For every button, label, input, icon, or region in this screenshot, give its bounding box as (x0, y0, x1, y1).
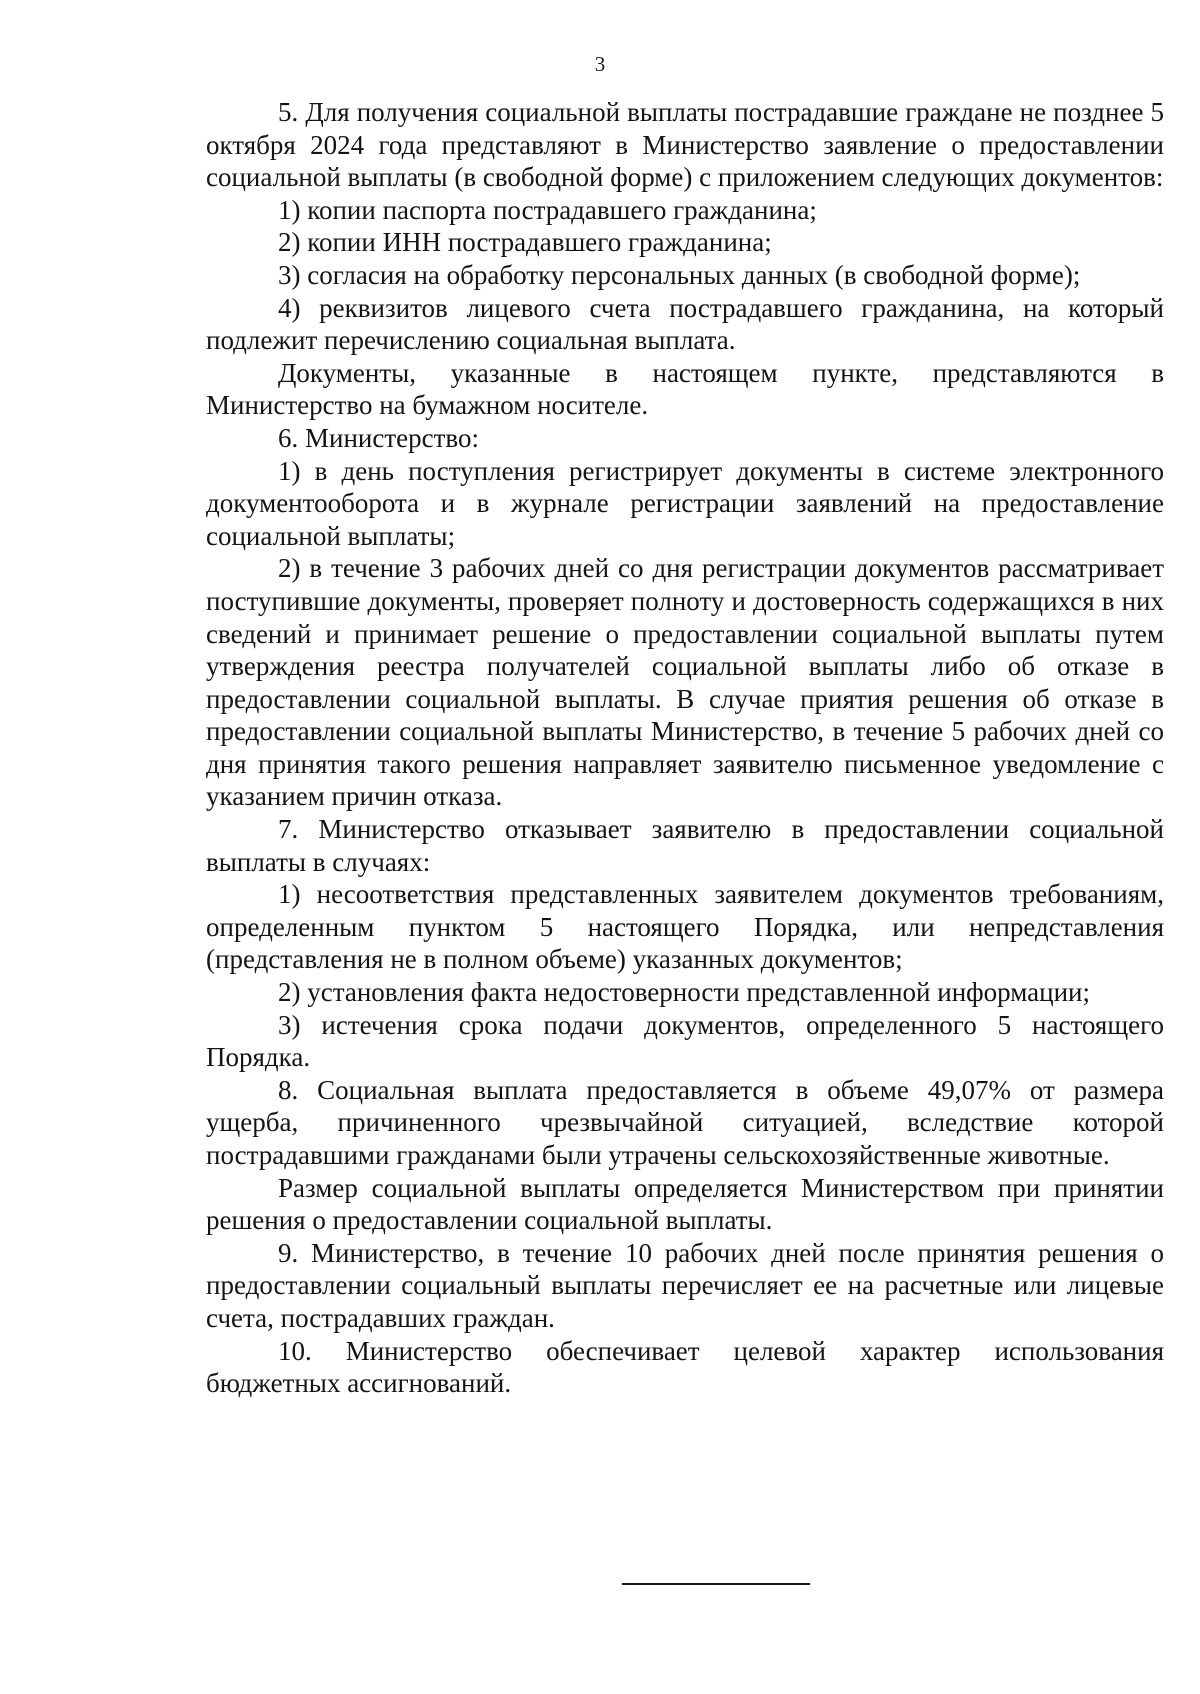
list-item-review: 2) в течение 3 рабочих дней со дня регистрации документов рассматривает поступившие документы, проверяет полноту и достоверность содержащихся в них сведений и принимает решение о предоставлении социальной выплаты путем утверждения реестра получателей социальной выплаты либо об отказе в предоставлении социальной выплаты. В случае приятия решения об отказе в предоставлении социальной выплаты Министерство, в течение 5 рабочих дней со дня принятия такого решения направляет заявителю письменное уведомление с указанием причин отказа. (206, 553, 1164, 812)
list-item-consent: 3) согласия на обработку персональных данных (в свободной форме); (278, 259, 1081, 290)
list-item-registration: 1) в день поступления регистрирует документы в системе электронного документооборота и в журнале регистрации заявлений на предоставление социальной выплаты; (206, 455, 1164, 551)
document-body (206, 96, 1164, 1400)
page-number: 3 (594, 52, 606, 76)
list-item-account-details: 4) реквизитов лицевого счета пострадавшего гражданина, на который подлежит перечислению социальная выплата. (206, 292, 1164, 356)
end-of-document-rule (622, 1583, 810, 1585)
paragraph-6-heading: 6. Министерство: (278, 422, 479, 453)
paragraph-8-amount: 8. Социальная выплата предоставляется в объеме 49,07% от размера ущерба, причиненного чрезвычайной ситуацией, вследствие которой пострадавшими гражданами были утрачены сельскохозяйственные животные. (206, 1074, 1164, 1170)
paragraph-7-refusal: 7. Министерство отказывает заявителю в предоставлении социальной выплаты в случаях: (206, 814, 1164, 877)
paragraph-amount-determination: Размер социальной выплаты определяется Министерством при принятии решения о предоставлении социальной выплаты. (206, 1172, 1164, 1236)
paragraph-paper-documents: Документы, указанные в настоящем пункте, представляются в Министерство на бумажном носителе. (206, 357, 1164, 421)
list-item-deadline-expired: 3) истечения срока подачи документов, определенного 5 настоящего Порядка. (206, 1009, 1164, 1073)
list-item-non-compliance: 1) несоответствия представленных заявителем документов требованиям, определенным пунктом 5 настоящего Порядка, или непредставления (представления не в полном объеме) указанных документов; (206, 879, 1164, 975)
list-item-false-info: 2) установления факта недостоверности представленной информации; (278, 977, 1090, 1008)
paragraph-9-transfer: 9. Министерство, в течение 10 рабочих дней после принятия решения о предоставлении социальный выплаты перечисляет ее на расчетные или лицевые счета, пострадавших граждан. (206, 1237, 1164, 1333)
list-item-inn: 2) копии ИНН пострадавшего гражданина; (278, 227, 772, 258)
paragraph-5-intro: 5. Для получения социальной выплаты пострадавшие граждане не позднее 5 октября 2024 года представляют в Министерство заявление о предоставлении социальной выплаты (в свободной форме) с приложением следующих документов: (206, 97, 1164, 193)
list-item-passport: 1) копии паспорта пострадавшего гражданина; (278, 194, 817, 225)
paragraph-10-purpose: 10. Министерство обеспечивает целевой характер использования бюджетных ассигнований. (206, 1335, 1164, 1399)
